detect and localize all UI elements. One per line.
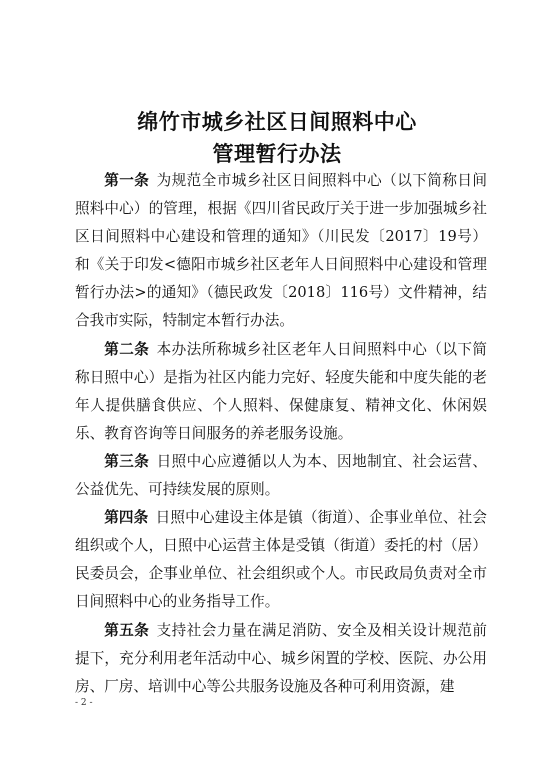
article-heading: 第一条 [104, 172, 150, 189]
document-body [75, 167, 487, 701]
article-2 [75, 336, 487, 448]
title-line-1: 绵竹市城乡社区日间照料中心 [137, 110, 417, 134]
article-heading: 第四条 [104, 509, 149, 527]
article-5 [75, 617, 487, 701]
article-heading: 第三条 [104, 452, 150, 470]
article-4 [75, 504, 487, 616]
document-title [0, 106, 554, 170]
article-text: 为规范全市城乡社区日间照料中心（以下简称日间照料中心）的管理，根据《四川省民政厅关于进一步加强城乡社区日间照料中心建设和管理的通知》（川民发〔2017〕19号）和《关于印发<德阳市城乡社区老年人日间照料中心建设和管理暂行办法>的通知》（德民政发〔2018〕116号）文件精神，结合我市实际，特制定本暂行办法。 [75, 172, 487, 330]
article-text: 日照中心建设主体是镇（街道）、企事业单位、社会组织或个人，日照中心运营主体是受镇（街道）委托的村（居）民委员会，企事业单位、社会组织或个人。市民政局负责对全市日间照料中心的业务指导工作。 [75, 509, 487, 611]
article-heading: 第五条 [104, 621, 150, 639]
article-text: 支持社会力量在满足消防、安全及相关设计规范前提下，充分利用老年活动中心、城乡闲置的学校、医院、办公用房、厂房、培训中心等公共服务设施及各种可利用资源，建 [75, 621, 487, 695]
article-3 [75, 448, 487, 504]
article-1 [75, 167, 487, 336]
article-text: 本办法所称城乡社区老年人日间照料中心（以下简称日照中心）是指为社区内能力完好、轻度失能和中度失能的老年人提供膳食供应、个人照料、保健康复、精神文化、休闲娱乐、教育咨询等日间服务的养老服务设施。 [75, 340, 487, 442]
article-heading: 第二条 [104, 340, 150, 358]
article-text: 日照中心应遵循以人为本、因地制宜、社会运营、公益优先、可持续发展的原则。 [75, 452, 487, 499]
page-number: - 2 - [75, 698, 93, 708]
title-line-2: 管理暂行办法 [212, 142, 342, 166]
